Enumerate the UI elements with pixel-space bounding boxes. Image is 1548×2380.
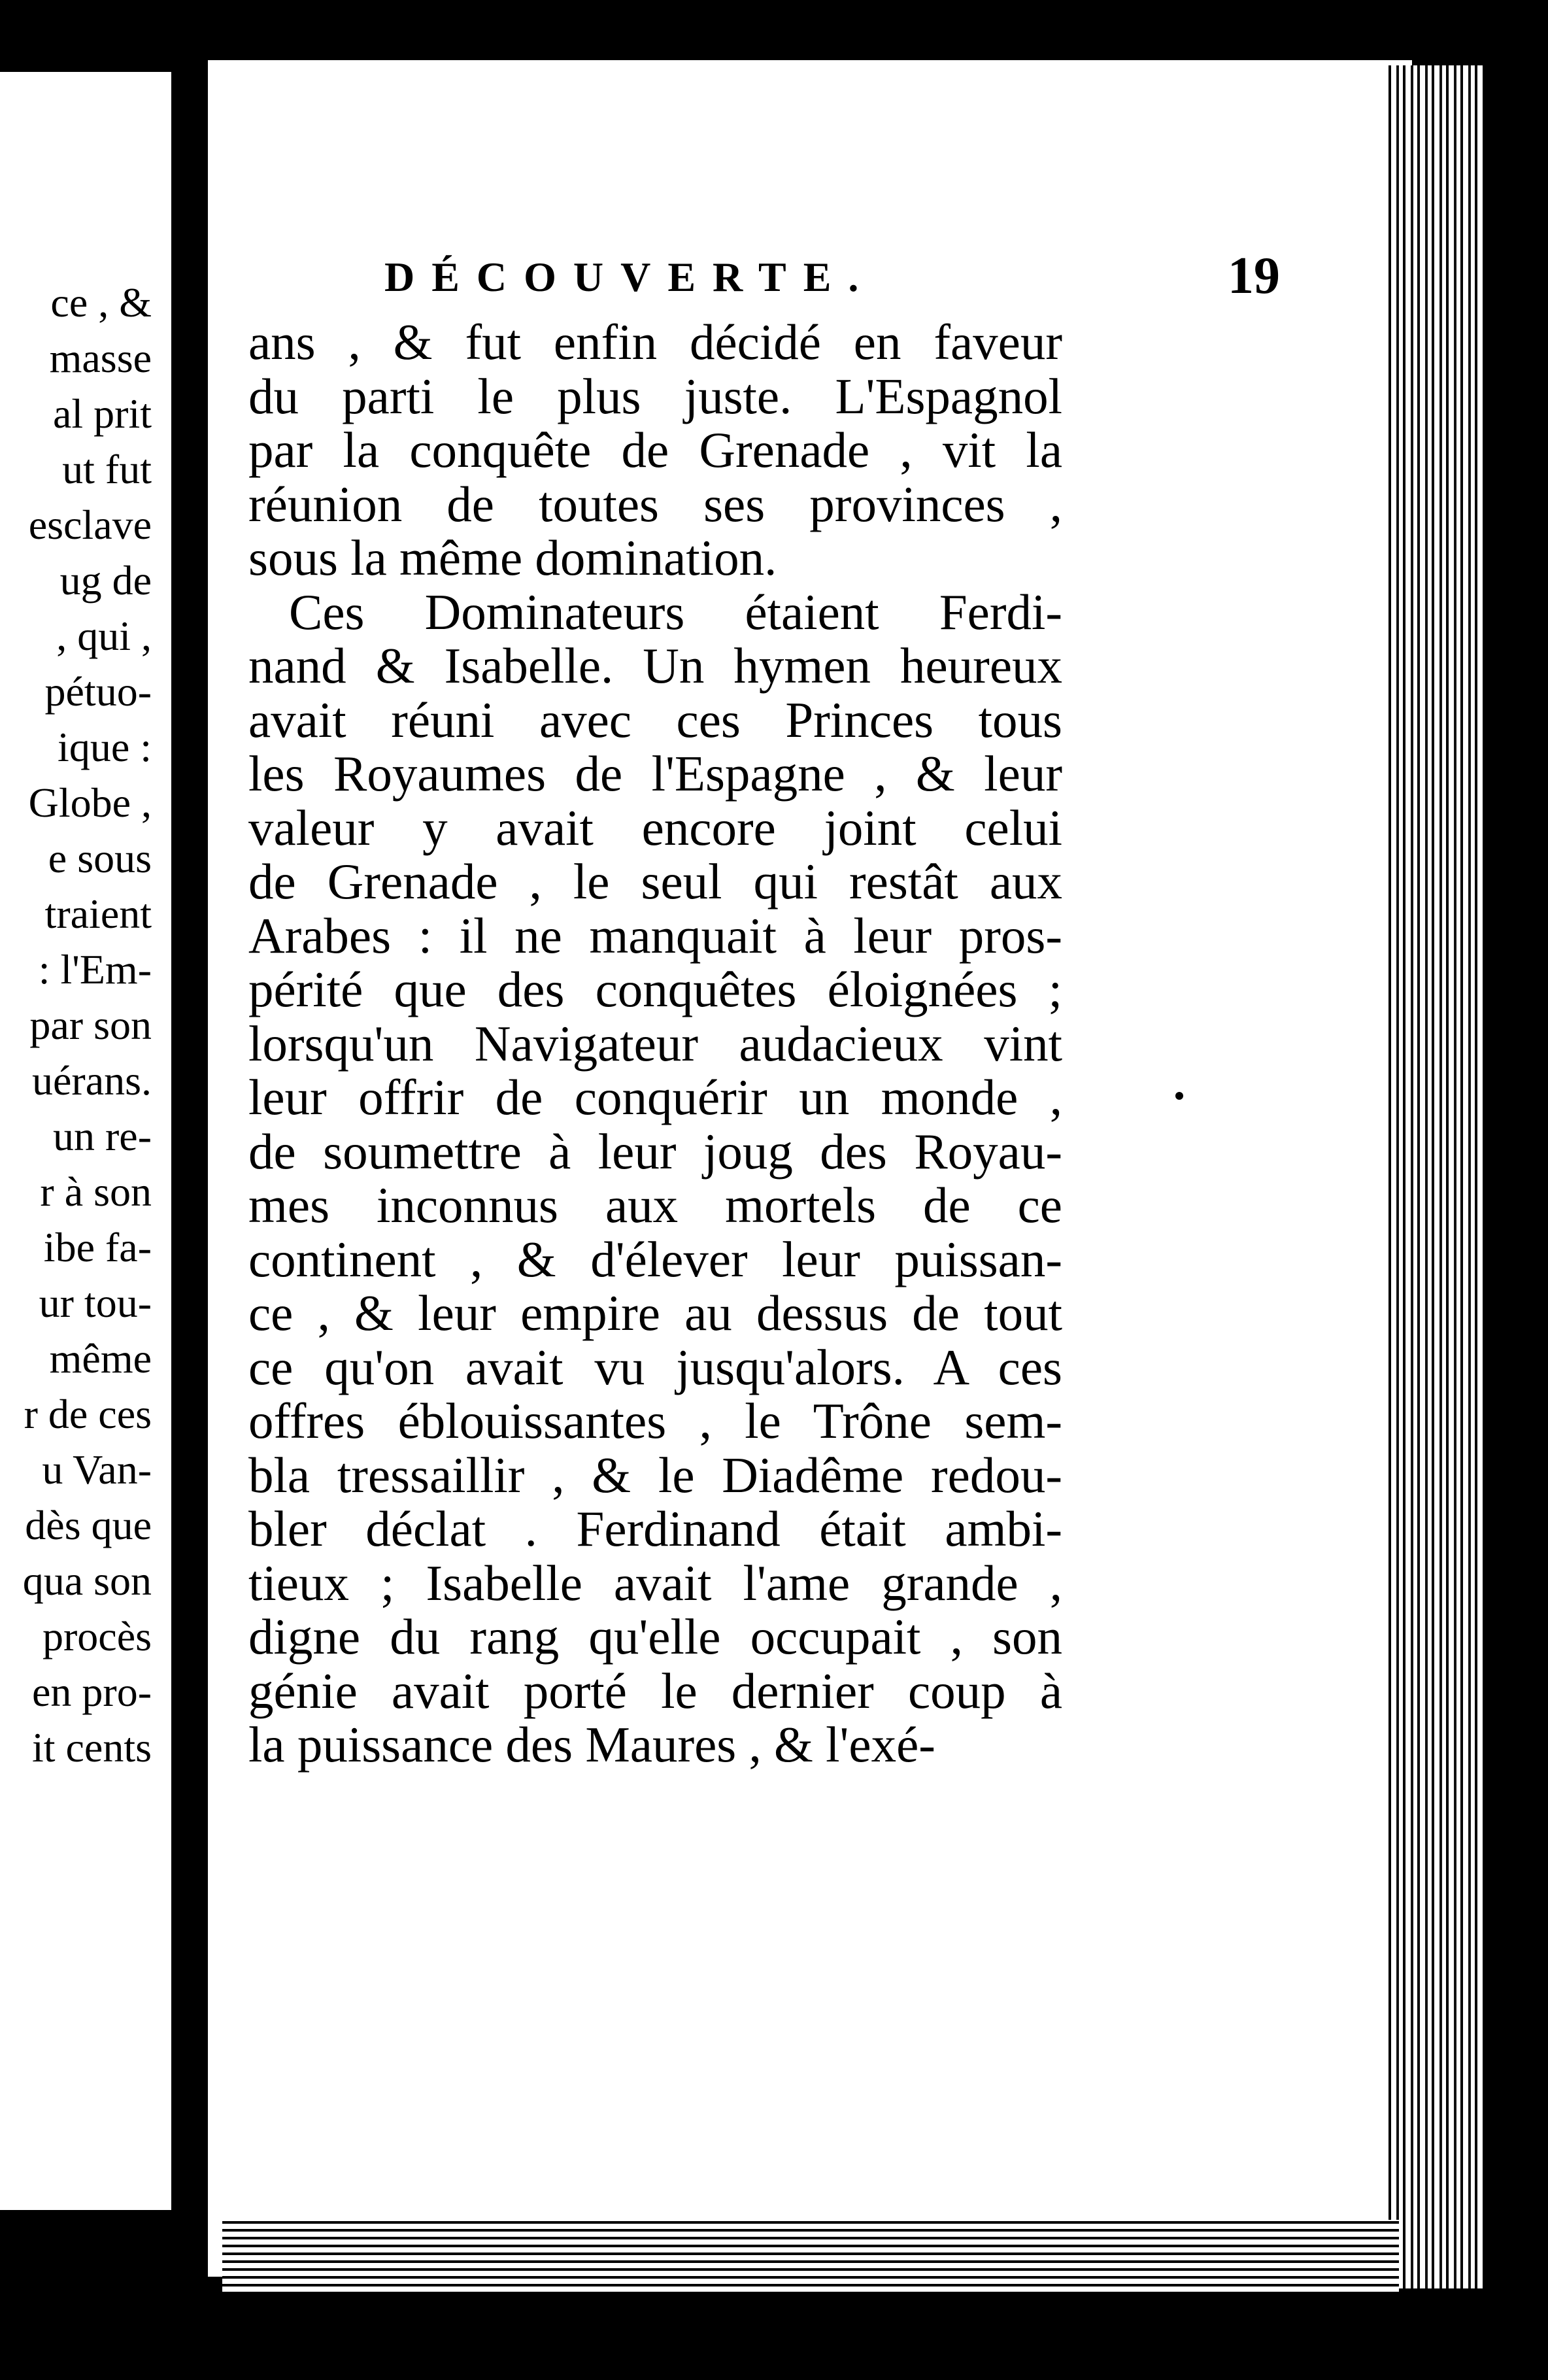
left-facing-page: [0, 72, 171, 2210]
left-text-line: Globe ,: [28, 779, 152, 826]
page-number: 19: [1228, 247, 1280, 305]
left-text-line: ce , &: [50, 279, 152, 326]
left-text-line: traient: [44, 891, 152, 937]
text-line: digne du rang qu'elle occupait , son: [248, 1608, 1062, 1665]
text-line: bler déclat . Ferdinand était ambi-: [248, 1501, 1062, 1557]
text-line: périté que des conquêtes éloignées ;: [248, 961, 1062, 1017]
text-line: continent , & d'élever leur puissan-: [248, 1231, 1062, 1287]
left-text-line: u Van-: [42, 1446, 152, 1493]
text-line: valeur y avait encore joint celui: [248, 799, 1062, 856]
left-text-line: masse: [49, 335, 152, 381]
left-text-line: r à son: [40, 1168, 152, 1215]
left-text-line: e sous: [48, 835, 152, 881]
left-text-line: al prit: [52, 390, 152, 437]
text-line: bla tressaillir , & le Diadême redou-: [248, 1446, 1062, 1503]
text-line: nand & Isabelle. Un hymen heureux: [248, 638, 1062, 694]
left-text-line: qua son: [22, 1557, 152, 1604]
left-text-line: ur tou-: [39, 1280, 152, 1326]
text-line: lorsqu'un Navigateur audacieux vint: [248, 1015, 1062, 1072]
left-text-line: procès: [42, 1613, 152, 1659]
text-line: leur offrir de conquérir un monde ,: [248, 1069, 1062, 1125]
page-stack-bottom: [222, 2220, 1399, 2292]
text-line: offres éblouissantes , le Trône sem-: [248, 1393, 1062, 1449]
ink-speck: [1175, 1092, 1183, 1100]
text-line: ce , & leur empire au dessus de tout: [248, 1285, 1062, 1341]
running-head: DÉCOUVERTE.: [384, 254, 876, 300]
text-line: les Royaumes de l'Espagne , & leur: [248, 745, 1062, 802]
left-text-line: : l'Em-: [38, 946, 152, 993]
left-text-line: uérans.: [31, 1057, 152, 1104]
text-line: par la conquête de Grenade , vit la: [248, 422, 1062, 478]
text-line: de soumettre à leur joug des Royau-: [248, 1123, 1062, 1180]
left-text-line: r de ces: [24, 1391, 152, 1437]
text-line: réunion de toutes ses provinces ,: [248, 475, 1062, 532]
text-line: sous la même domination.: [248, 530, 777, 586]
book-gutter: [171, 0, 208, 2380]
text-line: Ces Dominateurs étaient Ferdi-: [289, 583, 1062, 640]
text-line: génie avait porté le dernier coup à: [248, 1662, 1062, 1719]
text-line: Arabes : il ne manquait à leur pros-: [248, 907, 1062, 964]
text-line: de Grenade , le seul qui restât aux: [248, 853, 1062, 910]
left-text-line: ique :: [58, 724, 152, 770]
text-line: ce qu'on avait vu jusqu'alors. A ces: [248, 1338, 1062, 1395]
left-text-line: pétuo-: [44, 668, 152, 715]
left-text-line: un re-: [52, 1113, 152, 1159]
body-text: [248, 315, 1062, 1772]
text-line: mes inconnus aux mortels de ce: [248, 1177, 1062, 1233]
left-page-text: [0, 275, 152, 1775]
left-text-line: esclave: [28, 502, 152, 548]
text-line: la puissance des Maures , & l'exé-: [248, 1716, 935, 1773]
left-text-line: it cents: [31, 1724, 152, 1771]
left-text-line: même: [49, 1335, 152, 1382]
text-line: avait réuni avec ces Princes tous: [248, 691, 1062, 748]
left-text-line: dès que: [25, 1502, 152, 1548]
right-page: [208, 60, 1412, 2277]
left-text-line: ut fut: [62, 446, 152, 492]
left-text-line: ibe fa-: [43, 1224, 152, 1270]
left-text-line: en pro-: [31, 1669, 152, 1715]
left-text-line: ug de: [59, 557, 152, 604]
text-line: tieux ; Isabelle avait l'ame grande ,: [248, 1554, 1062, 1611]
page-stack-edge: [1385, 65, 1483, 2288]
left-text-line: , qui ,: [56, 613, 152, 659]
left-text-line: par son: [29, 1002, 152, 1048]
text-line: du parti le plus juste. L'Espagnol: [248, 367, 1062, 424]
text-line: ans , & fut enfin décidé en faveur: [248, 314, 1062, 370]
